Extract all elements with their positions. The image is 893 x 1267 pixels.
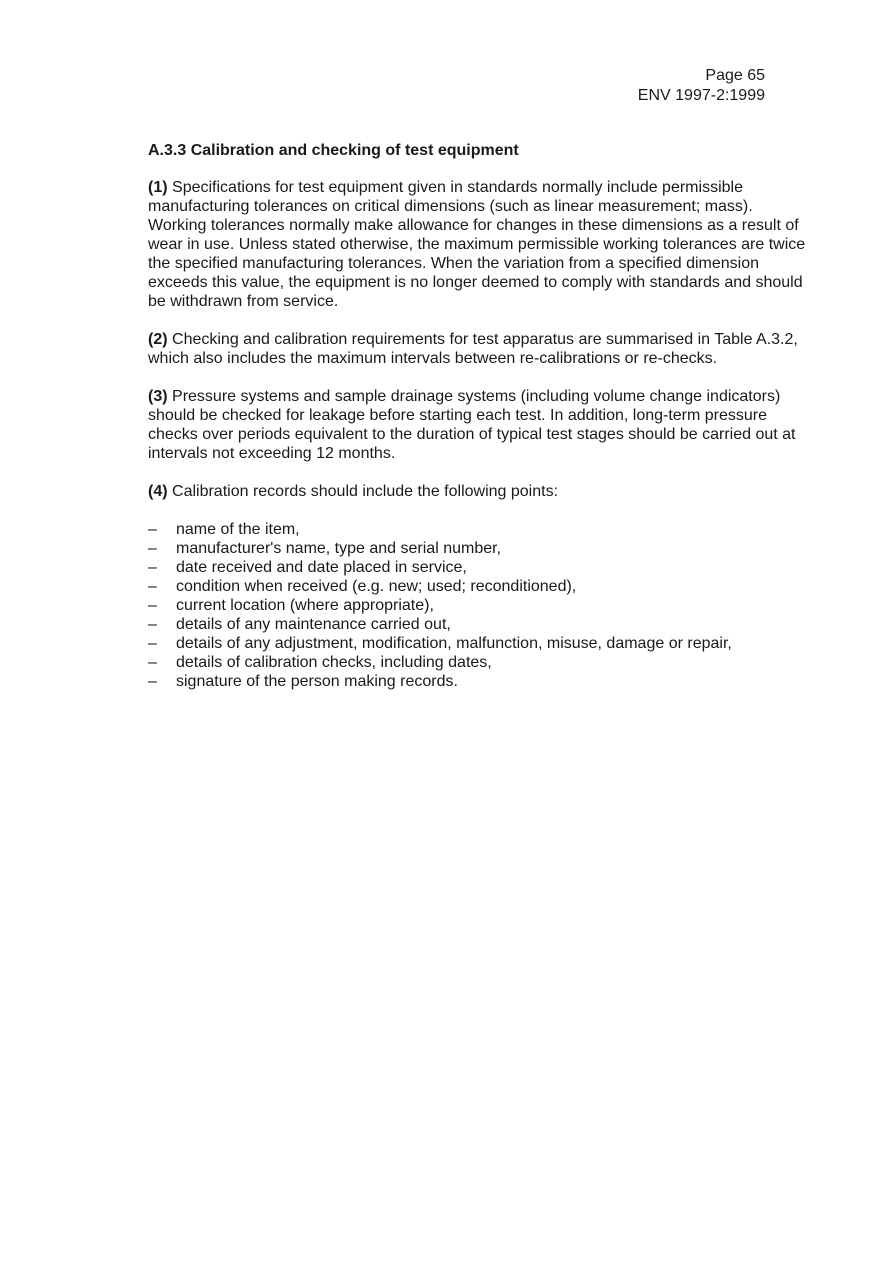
paragraph-1 <box>148 178 808 311</box>
list-item <box>148 634 808 653</box>
list-item <box>148 558 808 577</box>
calibration-records-list <box>148 520 808 691</box>
list-item-text: condition when received (e.g. new; used; reconditioned), <box>176 578 577 595</box>
list-item <box>148 615 808 634</box>
page-number: Page 65 <box>705 67 765 84</box>
list-item-text: details of any adjustment, modification, malfunction, misuse, damage or repair, <box>176 635 732 652</box>
list-dash: – <box>148 616 157 633</box>
list-dash: – <box>148 654 157 671</box>
paragraph-text: Pressure systems and sample drainage systems (including volume change indicators) should be checked for leakage before starting each test. In addition, long-term pressure checks over periods equivalent to the duration of typical test stages should be carried out at intervals not exceeding 12 months. <box>148 388 796 462</box>
list-dash: – <box>148 673 157 690</box>
list-item-text: name of the item, <box>176 521 300 538</box>
paragraph-3 <box>148 387 808 463</box>
list-dash: – <box>148 540 157 557</box>
list-dash: – <box>148 578 157 595</box>
paragraph-text: Specifications for test equipment given in standards normally include permissible manufacturing tolerances on critical dimensions (such as linear measurement; mass). Working tolerances normally make allowance for changes in these dimensions as a result of wear in use. Unless stated otherwise, the maximum permissible working tolerances are twice the specified manufacturing tolerances. When the variation from a specified dimension exceeds this value, the equipment is no longer deemed to comply with standards and should be withdrawn from service. <box>148 179 806 310</box>
list-item <box>148 653 808 672</box>
list-dash: – <box>148 597 157 614</box>
paragraph-number: (3) <box>148 388 168 405</box>
paragraph-text: Calibration records should include the following points: <box>172 483 559 500</box>
paragraph-4 <box>148 482 808 501</box>
list-item <box>148 520 808 539</box>
list-item-text: details of any maintenance carried out, <box>176 616 451 633</box>
section-title: A.3.3 Calibration and checking of test equipment <box>148 142 519 159</box>
paragraph-number: (1) <box>148 179 168 196</box>
list-item <box>148 577 808 596</box>
list-item <box>148 596 808 615</box>
list-dash: – <box>148 635 157 652</box>
list-item-text: manufacturer's name, type and serial number, <box>176 540 501 557</box>
paragraph-number: (4) <box>148 483 168 500</box>
paragraph-2 <box>148 330 808 368</box>
list-dash: – <box>148 559 157 576</box>
paragraph-text: Checking and calibration requirements for test apparatus are summarised in Table A.3.2, which also includes the maximum intervals between re-calibrations or re-checks. <box>148 331 798 367</box>
paragraph-number: (2) <box>148 331 168 348</box>
list-item-text: current location (where appropriate), <box>176 597 434 614</box>
list-item-text: signature of the person making records. <box>176 673 458 690</box>
list-item-text: details of calibration checks, including dates, <box>176 654 492 671</box>
document-id: ENV 1997-2:1999 <box>637 87 765 104</box>
document-body <box>148 141 808 691</box>
list-item-text: date received and date placed in service, <box>176 559 467 576</box>
list-item <box>148 672 808 691</box>
list-item <box>148 539 808 558</box>
page-header <box>638 66 765 106</box>
list-dash: – <box>148 521 157 538</box>
